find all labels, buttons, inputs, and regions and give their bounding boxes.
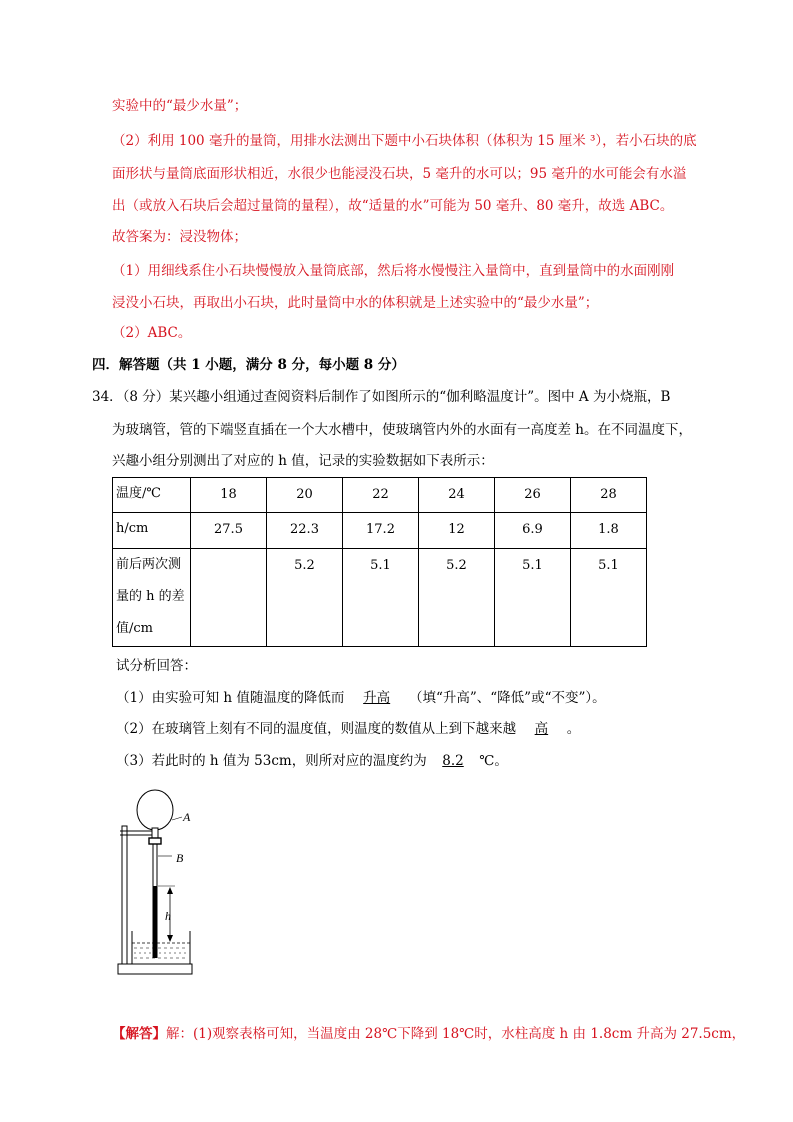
- data-table: [112, 477, 647, 647]
- water-tank: [132, 931, 190, 964]
- subquestion-1-answer: 升高: [363, 690, 391, 706]
- label-a: A: [183, 810, 191, 824]
- subquestion-2-text: （2）在玻璃管上刻有不同的温度值，则温度的数值从上到下越来越: [116, 721, 517, 737]
- subquestion-2: [116, 719, 580, 739]
- table-row: [113, 478, 647, 513]
- table-cell: 28: [571, 478, 647, 513]
- table-cell: 12: [419, 513, 495, 549]
- answer-line-2: （2）利用 100 毫升的量筒，用排水法测出下题中小石块体积（体积为 15 厘米 ³），若小石块的底: [112, 133, 697, 149]
- stand-base: [118, 964, 192, 974]
- table-cell: 5.1: [343, 549, 419, 647]
- table-cell: 22.3: [267, 513, 343, 549]
- table-cell: 17.2: [343, 513, 419, 549]
- label-b: B: [176, 851, 184, 865]
- table-cell: 27.5: [191, 513, 267, 549]
- question-line-2: 为玻璃管，管的下端竖直插在一个大水槽中，使玻璃管内外的水面有一高度差 h。在不同温度下，: [112, 422, 692, 438]
- subquestion-3-answer: 8.2: [442, 753, 464, 769]
- answer-line-3: 面形状与量筒底面形状相近，水很少也能浸没石块，5 毫升的水可以；95 毫升的水可能会有水溢: [112, 166, 687, 182]
- subquestion-1-hint: （填“升高”、“降低”或“不变”）。: [408, 690, 606, 706]
- solution-text: 解：(1)观察表格可知，当温度由 28℃下降到 18℃时，水柱高度 h 由 1.8cm 升高为 27.5cm，: [166, 1026, 746, 1042]
- water-column: [153, 886, 157, 958]
- solution-line: [112, 1024, 745, 1044]
- flask-a: [137, 790, 173, 830]
- answer-line-1: 实验中的“最少水量”；: [112, 98, 248, 114]
- table-row: [113, 549, 647, 647]
- subquestion-3-text: （3）若此时的 h 值为 53cm，则所对应的温度约为: [116, 753, 427, 769]
- solution-tag: 【解答】: [112, 1026, 166, 1042]
- analysis-intro: 试分析回答：: [116, 658, 197, 674]
- table-cell: 5.1: [571, 549, 647, 647]
- question-line-3: 兴趣小组分别测出了对应的 h 值，记录的实验数据如下表所示：: [112, 453, 494, 469]
- table-cell: 1.8: [571, 513, 647, 549]
- table-cell: 20: [267, 478, 343, 513]
- label-h: h: [165, 909, 171, 923]
- subquestion-1: [116, 688, 606, 708]
- subquestion-2-tail: 。: [566, 721, 581, 737]
- table-cell: 5.2: [267, 549, 343, 647]
- stand-pole: [122, 826, 127, 964]
- table-cell: 5.1: [495, 549, 571, 647]
- table-cell: 24: [419, 478, 495, 513]
- table-cell: 5.2: [419, 549, 495, 647]
- table-cell: 18: [191, 478, 267, 513]
- table-header-height: h/cm: [113, 513, 191, 549]
- table-cell: 22: [343, 478, 419, 513]
- table-header-temperature: 温度/℃: [113, 478, 191, 513]
- galileo-thermometer-figure: [112, 786, 212, 981]
- section-title: 四．解答题（共 1 小题，满分 8 分，每小题 8 分）: [92, 357, 405, 373]
- answer-line-6: （1）用细线系住小石块慢慢放入量筒底部，然后将水慢慢注入量筒中，直到量筒中的水面刚刚: [112, 263, 675, 279]
- answer-line-4: 出（或放入石块后会超过量筒的量程），故“适量的水”可能为 50 毫升、80 毫升，故选 ABC。: [112, 198, 674, 214]
- table-cell: 26: [495, 478, 571, 513]
- subquestion-3-unit: ℃。: [479, 753, 508, 769]
- question-line-1: 34．（8 分）某兴趣小组通过查阅资料后制作了如图所示的“伽利略温度计”。图中 A 为小烧瓶，B: [92, 389, 671, 405]
- table-row: [113, 513, 647, 549]
- table-cell: 6.9: [495, 513, 571, 549]
- subquestion-3: [116, 751, 508, 771]
- subquestion-1-text: （1）由实验可知 h 值随温度的降低而: [116, 690, 345, 706]
- answer-line-7: 浸没小石块，再取出小石块，此时量筒中水的体积就是上述实验中的“最少水量”；: [112, 295, 599, 311]
- answer-line-5: 故答案为：浸没物体；: [112, 229, 247, 245]
- table-cell: [191, 549, 267, 647]
- table-header-difference: 前后两次测量的 h 的差值/cm: [113, 549, 191, 647]
- subquestion-2-answer: 高: [534, 721, 549, 737]
- answer-line-8: （2）ABC。: [112, 325, 192, 341]
